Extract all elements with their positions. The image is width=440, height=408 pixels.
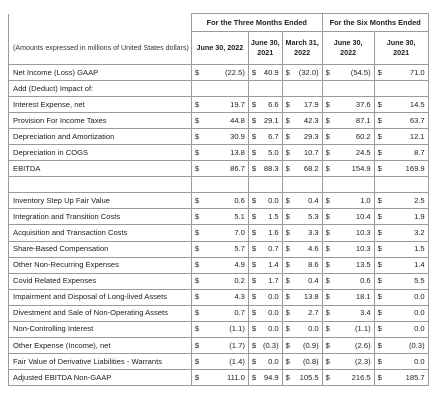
dollar-sign: $ <box>248 193 260 209</box>
dollar-sign: $ <box>282 97 292 113</box>
value-cell: 2.5 <box>384 193 428 209</box>
dollar-sign: $ <box>322 225 332 241</box>
dollar-sign: $ <box>282 321 292 337</box>
col-header-mar-2022 <box>282 32 322 65</box>
value-cell <box>260 177 282 193</box>
dollar-sign: $ <box>374 193 384 209</box>
value-cell: 0.0 <box>260 321 282 337</box>
dollar-sign: $ <box>191 321 204 337</box>
table-row <box>9 177 429 193</box>
table-row <box>9 81 429 97</box>
dollar-sign: $ <box>191 97 204 113</box>
value-cell: 94.9 <box>260 369 282 385</box>
dollar-sign: $ <box>374 161 384 177</box>
value-cell: 1.6 <box>260 225 282 241</box>
value-cell: 185.7 <box>384 369 428 385</box>
value-cell: 0.6 <box>332 273 374 289</box>
dollar-sign: $ <box>374 337 384 353</box>
table-row <box>9 161 429 177</box>
dollar-sign: $ <box>374 321 384 337</box>
value-cell: (2.6) <box>332 337 374 353</box>
dollar-sign: $ <box>282 65 292 81</box>
dollar-sign: $ <box>374 65 384 81</box>
value-cell: (1.7) <box>204 337 248 353</box>
row-label: Add (Deduct) Impact of: <box>9 81 192 97</box>
dollar-sign: $ <box>282 305 292 321</box>
col3-line1: March 31, <box>285 37 319 47</box>
dollar-sign: $ <box>191 289 204 305</box>
dollar-sign: $ <box>282 193 292 209</box>
value-cell: 154.9 <box>332 161 374 177</box>
dollar-sign <box>248 81 260 97</box>
value-cell: (2.3) <box>332 353 374 369</box>
dollar-sign: $ <box>282 241 292 257</box>
value-cell: 0.0 <box>260 353 282 369</box>
value-cell: 105.5 <box>292 369 322 385</box>
dollar-sign: $ <box>374 241 384 257</box>
value-cell: 87.1 <box>332 113 374 129</box>
value-cell: (1.1) <box>204 321 248 337</box>
dollar-sign: $ <box>248 305 260 321</box>
dollar-sign: $ <box>374 289 384 305</box>
table-row <box>9 353 429 369</box>
dollar-sign: $ <box>248 145 260 161</box>
dollar-sign <box>282 81 292 97</box>
amounts-note <box>9 32 192 65</box>
value-cell: 8.6 <box>292 257 322 273</box>
value-cell <box>260 81 282 97</box>
dollar-sign <box>191 177 204 193</box>
value-cell: 1.9 <box>384 209 428 225</box>
dollar-sign <box>282 177 292 193</box>
dollar-sign: $ <box>191 113 204 129</box>
dollar-sign: $ <box>282 353 292 369</box>
dollar-sign: $ <box>322 305 332 321</box>
value-cell: 6.7 <box>260 129 282 145</box>
dollar-sign: $ <box>191 273 204 289</box>
col2-line2: 2021 <box>257 48 274 57</box>
dollar-sign: $ <box>322 209 332 225</box>
value-cell: (22.5) <box>204 65 248 81</box>
value-cell: (1.4) <box>204 353 248 369</box>
value-cell: 169.9 <box>384 161 428 177</box>
table-row <box>9 129 429 145</box>
value-cell: 0.4 <box>292 273 322 289</box>
value-cell: 0.7 <box>204 305 248 321</box>
table-row <box>9 65 429 81</box>
value-cell: 4.6 <box>292 241 322 257</box>
row-label: Depreciation in COGS <box>9 145 192 161</box>
value-cell: 0.0 <box>384 321 428 337</box>
value-cell: 30.9 <box>204 129 248 145</box>
value-cell: (0.9) <box>292 337 322 353</box>
value-cell: 5.0 <box>260 145 282 161</box>
value-cell: 5.3 <box>292 209 322 225</box>
row-label: EBITDA <box>9 161 192 177</box>
table-row <box>9 369 429 385</box>
dollar-sign: $ <box>248 289 260 305</box>
dollar-sign: $ <box>282 145 292 161</box>
value-cell: 10.4 <box>332 209 374 225</box>
value-cell: 8.7 <box>384 145 428 161</box>
ebitda-reconciliation-table <box>8 13 429 386</box>
value-cell: 4.3 <box>204 289 248 305</box>
dollar-sign: $ <box>322 193 332 209</box>
dollar-sign: $ <box>322 273 332 289</box>
dollar-sign: $ <box>282 113 292 129</box>
value-cell: 44.8 <box>204 113 248 129</box>
dollar-sign: $ <box>191 161 204 177</box>
value-cell <box>384 81 428 97</box>
dollar-sign: $ <box>374 273 384 289</box>
value-cell: 1.5 <box>260 209 282 225</box>
value-cell: 88.3 <box>260 161 282 177</box>
value-cell: 63.7 <box>384 113 428 129</box>
amounts-note-line2: of United States dollars) <box>113 43 189 52</box>
dollar-sign: $ <box>248 65 260 81</box>
value-cell: 3.2 <box>384 225 428 241</box>
value-cell: 6.6 <box>260 97 282 113</box>
row-label: Inventory Step Up Fair Value <box>9 193 192 209</box>
value-cell: 5.5 <box>384 273 428 289</box>
value-cell: (54.5) <box>332 65 374 81</box>
value-cell: 37.6 <box>332 97 374 113</box>
dollar-sign: $ <box>248 209 260 225</box>
value-cell: (0.3) <box>260 337 282 353</box>
value-cell: 0.0 <box>260 289 282 305</box>
value-cell <box>332 81 374 97</box>
row-label: Integration and Transition Costs <box>9 209 192 225</box>
value-cell: 0.2 <box>204 273 248 289</box>
table-row <box>9 273 429 289</box>
dollar-sign: $ <box>191 241 204 257</box>
dollar-sign: $ <box>248 257 260 273</box>
dollar-sign: $ <box>282 337 292 353</box>
group-header-six-months: For the Six Months Ended <box>322 14 428 32</box>
value-cell: 10.3 <box>332 241 374 257</box>
header-blank-cell <box>9 14 192 32</box>
dollar-sign: $ <box>191 369 204 385</box>
dollar-sign: $ <box>374 353 384 369</box>
value-cell: 0.0 <box>384 289 428 305</box>
dollar-sign: $ <box>282 257 292 273</box>
row-label: Share-Based Compensation <box>9 241 192 257</box>
dollar-sign: $ <box>322 241 332 257</box>
dollar-sign <box>248 177 260 193</box>
value-cell: 29.1 <box>260 113 282 129</box>
dollar-sign: $ <box>282 289 292 305</box>
table-row <box>9 145 429 161</box>
dollar-sign: $ <box>191 65 204 81</box>
dollar-sign: $ <box>374 129 384 145</box>
dollar-sign <box>191 81 204 97</box>
value-cell: 1.0 <box>332 193 374 209</box>
value-cell: 0.0 <box>384 305 428 321</box>
dollar-sign: $ <box>248 353 260 369</box>
value-cell <box>292 81 322 97</box>
dollar-sign: $ <box>191 209 204 225</box>
value-cell: 0.4 <box>292 193 322 209</box>
dollar-sign: $ <box>322 337 332 353</box>
table-row <box>9 97 429 113</box>
dollar-sign: $ <box>322 161 332 177</box>
row-label: Other Non-Recurring Expenses <box>9 257 192 273</box>
dollar-sign: $ <box>374 145 384 161</box>
table-row <box>9 305 429 321</box>
dollar-sign <box>374 81 384 97</box>
dollar-sign: $ <box>282 273 292 289</box>
header-group-row <box>9 14 429 32</box>
table-row <box>9 113 429 129</box>
dollar-sign: $ <box>282 369 292 385</box>
value-cell: 0.0 <box>260 305 282 321</box>
row-label: Covid Related Expenses <box>9 273 192 289</box>
value-cell: 2.7 <box>292 305 322 321</box>
col3-line2: 2022 <box>294 48 311 57</box>
value-cell: 86.7 <box>204 161 248 177</box>
table-body <box>9 65 429 386</box>
value-cell: 60.2 <box>332 129 374 145</box>
value-cell: 4.9 <box>204 257 248 273</box>
value-cell: 111.0 <box>204 369 248 385</box>
value-cell: 19.7 <box>204 97 248 113</box>
row-label: Provision For Income Taxes <box>9 113 192 129</box>
value-cell: 13.8 <box>292 289 322 305</box>
dollar-sign: $ <box>374 113 384 129</box>
dollar-sign <box>374 177 384 193</box>
dollar-sign: $ <box>374 305 384 321</box>
dollar-sign: $ <box>191 305 204 321</box>
value-cell: (0.8) <box>292 353 322 369</box>
dollar-sign: $ <box>322 145 332 161</box>
dollar-sign: $ <box>322 129 332 145</box>
value-cell: 0.6 <box>204 193 248 209</box>
dollar-sign: $ <box>191 353 204 369</box>
dollar-sign: $ <box>248 129 260 145</box>
value-cell <box>204 81 248 97</box>
dollar-sign: $ <box>322 97 332 113</box>
row-label <box>9 177 192 193</box>
value-cell: 1.4 <box>384 257 428 273</box>
value-cell: 7.0 <box>204 225 248 241</box>
dollar-sign: $ <box>191 145 204 161</box>
dollar-sign: $ <box>282 225 292 241</box>
value-cell: 1.7 <box>260 273 282 289</box>
dollar-sign: $ <box>191 225 204 241</box>
dollar-sign: $ <box>322 257 332 273</box>
value-cell: 0.0 <box>384 353 428 369</box>
dollar-sign: $ <box>191 337 204 353</box>
value-cell: 18.1 <box>332 289 374 305</box>
value-cell <box>292 177 322 193</box>
value-cell: 0.0 <box>292 321 322 337</box>
dollar-sign: $ <box>248 321 260 337</box>
financial-table-container <box>8 13 429 386</box>
value-cell: 71.0 <box>384 65 428 81</box>
value-cell: 5.1 <box>204 209 248 225</box>
col5-line1: June 30, <box>386 37 416 47</box>
value-cell <box>204 177 248 193</box>
value-cell: 42.3 <box>292 113 322 129</box>
col5-line2: 2021 <box>393 48 410 57</box>
header-columns-row <box>9 32 429 65</box>
dollar-sign: $ <box>282 129 292 145</box>
dollar-sign: $ <box>282 161 292 177</box>
col2-line1: June 30, <box>250 37 280 47</box>
dollar-sign: $ <box>322 65 332 81</box>
dollar-sign: $ <box>322 369 332 385</box>
col4-line2: 2022 <box>340 48 357 57</box>
dollar-sign: $ <box>322 113 332 129</box>
value-cell <box>384 177 428 193</box>
table-row <box>9 257 429 273</box>
value-cell: 68.2 <box>292 161 322 177</box>
table-row <box>9 209 429 225</box>
value-cell: 13.5 <box>332 257 374 273</box>
dollar-sign: $ <box>248 97 260 113</box>
dollar-sign: $ <box>191 193 204 209</box>
row-label: Divestment and Sale of Non-Operating Assets <box>9 305 192 321</box>
table-row <box>9 193 429 209</box>
amounts-note-line1: (Amounts expressed in millions <box>13 43 112 52</box>
row-label: Net Income (Loss) GAAP <box>9 65 192 81</box>
table-row <box>9 289 429 305</box>
table-row <box>9 241 429 257</box>
row-label: Fair Value of Derivative Liabilities - Warrants <box>9 353 192 369</box>
dollar-sign: $ <box>248 241 260 257</box>
value-cell: 13.8 <box>204 145 248 161</box>
dollar-sign <box>322 81 332 97</box>
col-header-jun-2021-six <box>374 32 428 65</box>
row-label: Adjusted EBITDA Non-GAAP <box>9 369 192 385</box>
value-cell: 40.9 <box>260 65 282 81</box>
dollar-sign: $ <box>374 369 384 385</box>
dollar-sign: $ <box>374 257 384 273</box>
col-header-jun-2021-three <box>248 32 282 65</box>
col-header-jun-2022-three: June 30, 2022 <box>191 32 248 65</box>
value-cell: 24.5 <box>332 145 374 161</box>
value-cell: 10.3 <box>332 225 374 241</box>
value-cell: 216.5 <box>332 369 374 385</box>
value-cell: 29.3 <box>292 129 322 145</box>
table-row <box>9 225 429 241</box>
dollar-sign: $ <box>322 353 332 369</box>
value-cell: 0.0 <box>260 193 282 209</box>
dollar-sign: $ <box>248 337 260 353</box>
value-cell: 1.5 <box>384 241 428 257</box>
dollar-sign: $ <box>248 161 260 177</box>
value-cell: 14.5 <box>384 97 428 113</box>
value-cell: 3.3 <box>292 225 322 241</box>
row-label: Acquisition and Transaction Costs <box>9 225 192 241</box>
value-cell: 17.9 <box>292 97 322 113</box>
value-cell: 0.7 <box>260 241 282 257</box>
dollar-sign: $ <box>248 225 260 241</box>
dollar-sign: $ <box>374 97 384 113</box>
value-cell: (1.1) <box>332 321 374 337</box>
dollar-sign: $ <box>191 257 204 273</box>
dollar-sign: $ <box>191 129 204 145</box>
row-label: Impairment and Disposal of Long-lived Assets <box>9 289 192 305</box>
col4-line1: June 30, <box>333 37 363 47</box>
dollar-sign <box>322 177 332 193</box>
value-cell: 3.4 <box>332 305 374 321</box>
dollar-sign: $ <box>248 369 260 385</box>
row-label: Non-Controlling Interest <box>9 321 192 337</box>
dollar-sign: $ <box>374 225 384 241</box>
value-cell: 5.7 <box>204 241 248 257</box>
group-header-three-months: For the Three Months Ended <box>191 14 322 32</box>
value-cell: 1.4 <box>260 257 282 273</box>
value-cell: 10.7 <box>292 145 322 161</box>
value-cell: (32.0) <box>292 65 322 81</box>
dollar-sign: $ <box>322 321 332 337</box>
table-row <box>9 337 429 353</box>
value-cell: 12.1 <box>384 129 428 145</box>
value-cell: (0.3) <box>384 337 428 353</box>
value-cell <box>332 177 374 193</box>
dollar-sign: $ <box>374 209 384 225</box>
col-header-jun-2022-six <box>322 32 374 65</box>
dollar-sign: $ <box>248 273 260 289</box>
dollar-sign: $ <box>322 289 332 305</box>
row-label: Other Expense (Income), net <box>9 337 192 353</box>
dollar-sign: $ <box>248 113 260 129</box>
row-label: Depreciation and Amortization <box>9 129 192 145</box>
row-label: Interest Expense, net <box>9 97 192 113</box>
dollar-sign: $ <box>282 209 292 225</box>
table-row <box>9 321 429 337</box>
